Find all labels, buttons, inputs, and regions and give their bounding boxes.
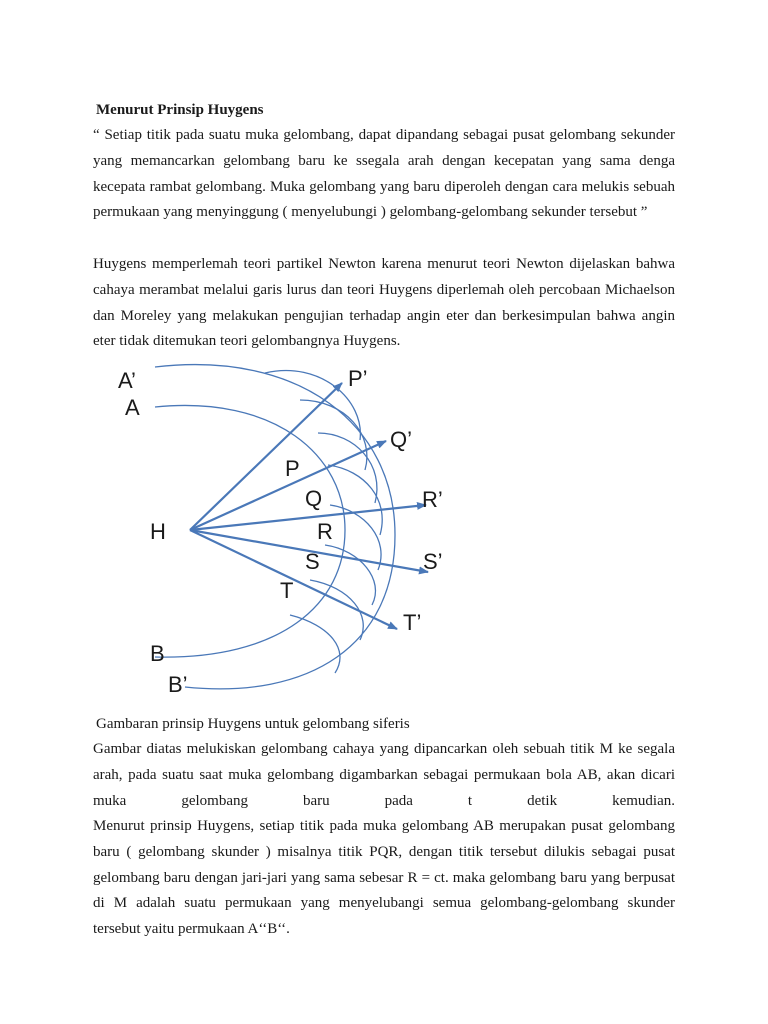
secondary-wavelet — [325, 545, 375, 605]
theory-paragraph: Huygens memperlemah teori partikel Newton karena menurut teori Newton dijelaskan bahwa cahaya merambat melalui garis lurus dan teori Huygens diperlemah oleh percobaan Michaelson dan Moreley yang melakukan pengujian terhadap angin eter dan berkesimpulan bahwa angin eter tidak ditemukan teori gelombangnya Huygens. — [93, 256, 675, 350]
wavefront-arcs — [155, 365, 395, 689]
label-q: Q — [305, 486, 323, 511]
principle-paragraph: Menurut prinsip Huygens, setiap titik pada muka gelombang AB merupakan pusat gelombang baru ( gelombang skunder ) misalnya titik PQR, dengan titik tersebut dilukis sebagai pusat gelombang baru dengan jari-jari yang sama sebesar R = ct. maka gelombang baru yang berpusat di M adalah suatu permukaan yang menyelubangi semua gelombang-gelombang skunder tersebut yaitu permukaan A‘‘B‘‘. — [93, 818, 675, 938]
label-p: P — [285, 456, 300, 481]
label-b-prime: B’ — [168, 672, 188, 697]
figure-caption: Gambaran prinsip Huygens untuk gelombang siferis — [96, 716, 410, 732]
secondary-wavelet — [265, 371, 360, 440]
label-r: R — [317, 519, 333, 544]
label-a: A — [125, 395, 140, 420]
label-q-prime: Q’ — [390, 427, 412, 452]
section-heading: Menurut Prinsip Huygens — [96, 102, 264, 118]
label-s: S — [305, 549, 320, 574]
label-t-prime: T’ — [403, 610, 422, 635]
label-h: H — [150, 519, 166, 544]
huygens-principle-quote: “ Setiap titik pada suatu muka gelombang, dapat dipandang sebagai pusat gelombang sekunder yang memancarkan gelombang baru ke ssegala arah dengan kecepatan yang sama denga kecepata rambat gelombang. Muka gelombang yang baru diperoleh dengan cara melukis sebuah permukaan yang menyinggung ( menyelubungi ) gelombang-gelombang sekunder tersebut ” — [93, 127, 675, 221]
description-paragraph: Gambar diatas melukiskan gelombang cahaya yang dipancarkan oleh sebuah titik M ke segala arah, pada suatu saat muka gelombang digambarkan sebagai permukaan bola AB, akan dicari muka gelombang baru pada t detik kemudian. — [93, 741, 675, 809]
label-b: B — [150, 641, 165, 666]
label-a-prime: A’ — [118, 368, 136, 393]
ray-t — [190, 530, 397, 629]
secondary-wavelet — [290, 615, 340, 673]
outer-wavefront-arc — [155, 365, 395, 689]
label-p-prime: P’ — [348, 366, 368, 391]
huygens-wavefront-diagram — [0, 355, 768, 710]
label-r-prime: R’ — [422, 487, 443, 512]
secondary-wavelet — [328, 465, 382, 535]
ray-q — [190, 441, 386, 530]
label-t: T — [280, 578, 294, 603]
label-s-prime: S’ — [423, 549, 443, 574]
